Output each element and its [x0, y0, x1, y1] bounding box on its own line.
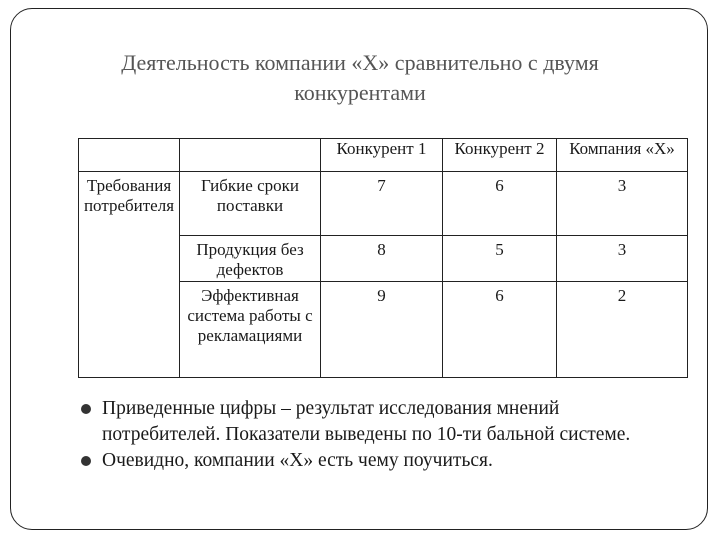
bullet-text-line-1: Очевидно, компании «Х» есть чему поучиться.	[102, 450, 493, 471]
criterion-line-2: система работы с	[187, 306, 313, 325]
bullet-dot-icon	[81, 456, 91, 466]
table-row	[79, 172, 688, 236]
criterion-cell	[180, 282, 321, 378]
row-group-empty-cell	[79, 282, 180, 378]
header-empty-cell-1	[79, 139, 180, 172]
value-cell: 7	[321, 172, 443, 236]
bullet-list	[78, 396, 698, 474]
value-cell: 6	[443, 172, 557, 236]
criterion-line-1: Эффективная	[201, 286, 299, 305]
criterion-line-1: Продукция без	[196, 240, 304, 259]
value-cell: 3	[557, 236, 688, 282]
criterion-cell	[180, 172, 321, 236]
row-group-label	[79, 172, 180, 236]
bullet-dot-icon	[81, 404, 91, 414]
value-cell: 2	[557, 282, 688, 378]
table-row	[79, 236, 688, 282]
bullet-text-line-1: Приведенные цифры – результат исследования мнений	[102, 398, 560, 419]
value-cell: 8	[321, 236, 443, 282]
row-group-label-line-2: потребителя	[83, 196, 175, 215]
header-competitor-2: Конкурент 2	[443, 139, 557, 172]
criterion-cell	[180, 236, 321, 282]
value-cell: 5	[443, 236, 557, 282]
criterion-line-3: рекламациями	[197, 326, 303, 345]
criterion-line-1: Гибкие сроки	[201, 176, 299, 195]
value-cell: 6	[443, 282, 557, 378]
row-group-empty-cell	[79, 236, 180, 282]
criterion-line-2: поставки	[216, 196, 284, 215]
slide-title-line-1: Деятельность компании «Х» сравнительно с двумя	[121, 50, 599, 75]
row-group-label-line-1: Требования	[86, 176, 172, 195]
table-header-row	[79, 139, 688, 172]
criterion-line-2: дефектов	[216, 260, 284, 279]
bullet-item	[78, 448, 698, 474]
bullet-text-line-2: потребителей. Показатели выведены по 10-ти бальной системе.	[102, 424, 631, 445]
header-competitor-1: Конкурент 1	[321, 139, 443, 172]
bullet-item	[78, 396, 698, 448]
value-cell: 9	[321, 282, 443, 378]
slide-title-line-2: конкурентами	[294, 80, 426, 105]
value-cell: 3	[557, 172, 688, 236]
header-company-x: Компания «Х»	[557, 139, 688, 172]
slide-title	[60, 48, 660, 108]
comparison-table	[78, 138, 688, 378]
header-empty-cell-2	[180, 139, 321, 172]
table-row	[79, 282, 688, 378]
